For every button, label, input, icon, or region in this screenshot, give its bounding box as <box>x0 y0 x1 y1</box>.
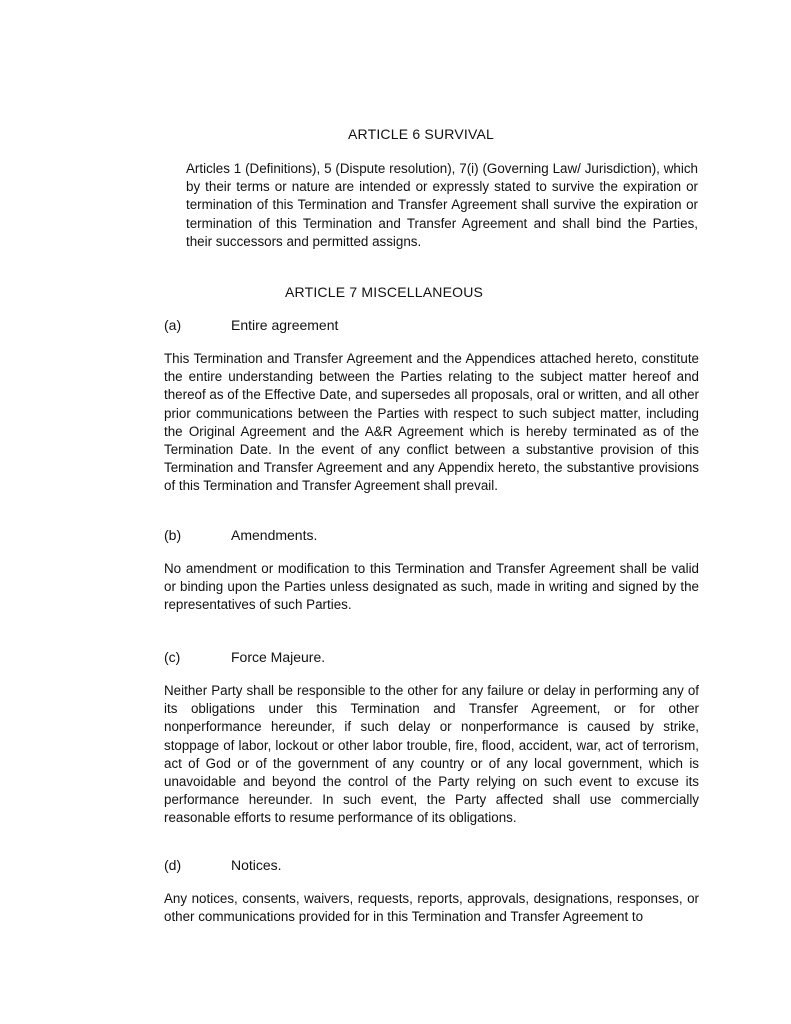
section-a-title: Entire agreement <box>231 317 339 333</box>
section-a-heading <box>164 317 338 333</box>
section-d-label: (d) <box>164 857 182 873</box>
section-d-body: Any notices, consents, waivers, requests, reports, approvals, designations, responses, or other communications provided for in this Termination and Transfer Agreement to <box>164 891 699 925</box>
article-6-body: Articles 1 (Definitions), 5 (Dispute resolution), 7(i) (Governing Law/ Jurisdiction), which by their terms or nature are intended or expressly stated to survive the expiration or termination of this Termination and Transfer Agreement shall survive the expiration or termination of this Termination and Transfer Agreement and shall bind the Parties, their successors and permitted assigns. <box>186 161 698 249</box>
section-a-body: This Termination and Transfer Agreement and the Appendices attached hereto, constitute the entire understanding between the Parties relating to the subject matter hereof and thereof as of the Effective Date, and supersedes all proposals, oral or written, and all other prior communications between the Parties with respect to such subject matter, including the Original Agreement and the A&R Agreement which is hereby terminated as of the Termination Date. In the event of any conflict between a substantive provision of this Termination and Transfer Agreement and any Appendix hereto, the substantive provisions of this Termination and Transfer Agreement shall prevail. <box>164 351 699 494</box>
section-d-title: Notices. <box>231 857 282 873</box>
section-c-heading <box>164 649 325 665</box>
section-c-body: Neither Party shall be responsible to the other for any failure or delay in performing any of its obligations under this Termination and Transfer Agreement, or for other nonperformance hereunder, if such delay or nonperformance is caused by strike, stoppage of labor, lockout or other labor trouble, fire, flood, accident, war, act of terrorism, act of God or of the government of any country or of any local government, which is unavoidable and beyond the control of the Party relying on such event to excuse its performance hereunder. In such event, the Party affected shall use commercially reasonable efforts to resume performance of its obligations. <box>164 683 699 826</box>
article-6-heading: ARTICLE 6 SURVIVAL <box>348 126 494 142</box>
section-b-heading <box>164 527 317 543</box>
section-c-title: Force Majeure. <box>231 649 326 665</box>
section-c-label: (c) <box>164 649 181 665</box>
section-b-body: No amendment or modification to this Termination and Transfer Agreement shall be valid or binding upon the Parties unless designated as such, made in writing and signed by the representatives of such Parties. <box>164 561 699 613</box>
section-b-title: Amendments. <box>231 527 318 543</box>
section-b-label: (b) <box>164 527 182 543</box>
section-a-label: (a) <box>164 317 182 333</box>
section-d-heading <box>164 857 282 873</box>
article-7-heading: ARTICLE 7 MISCELLANEOUS <box>285 284 484 300</box>
